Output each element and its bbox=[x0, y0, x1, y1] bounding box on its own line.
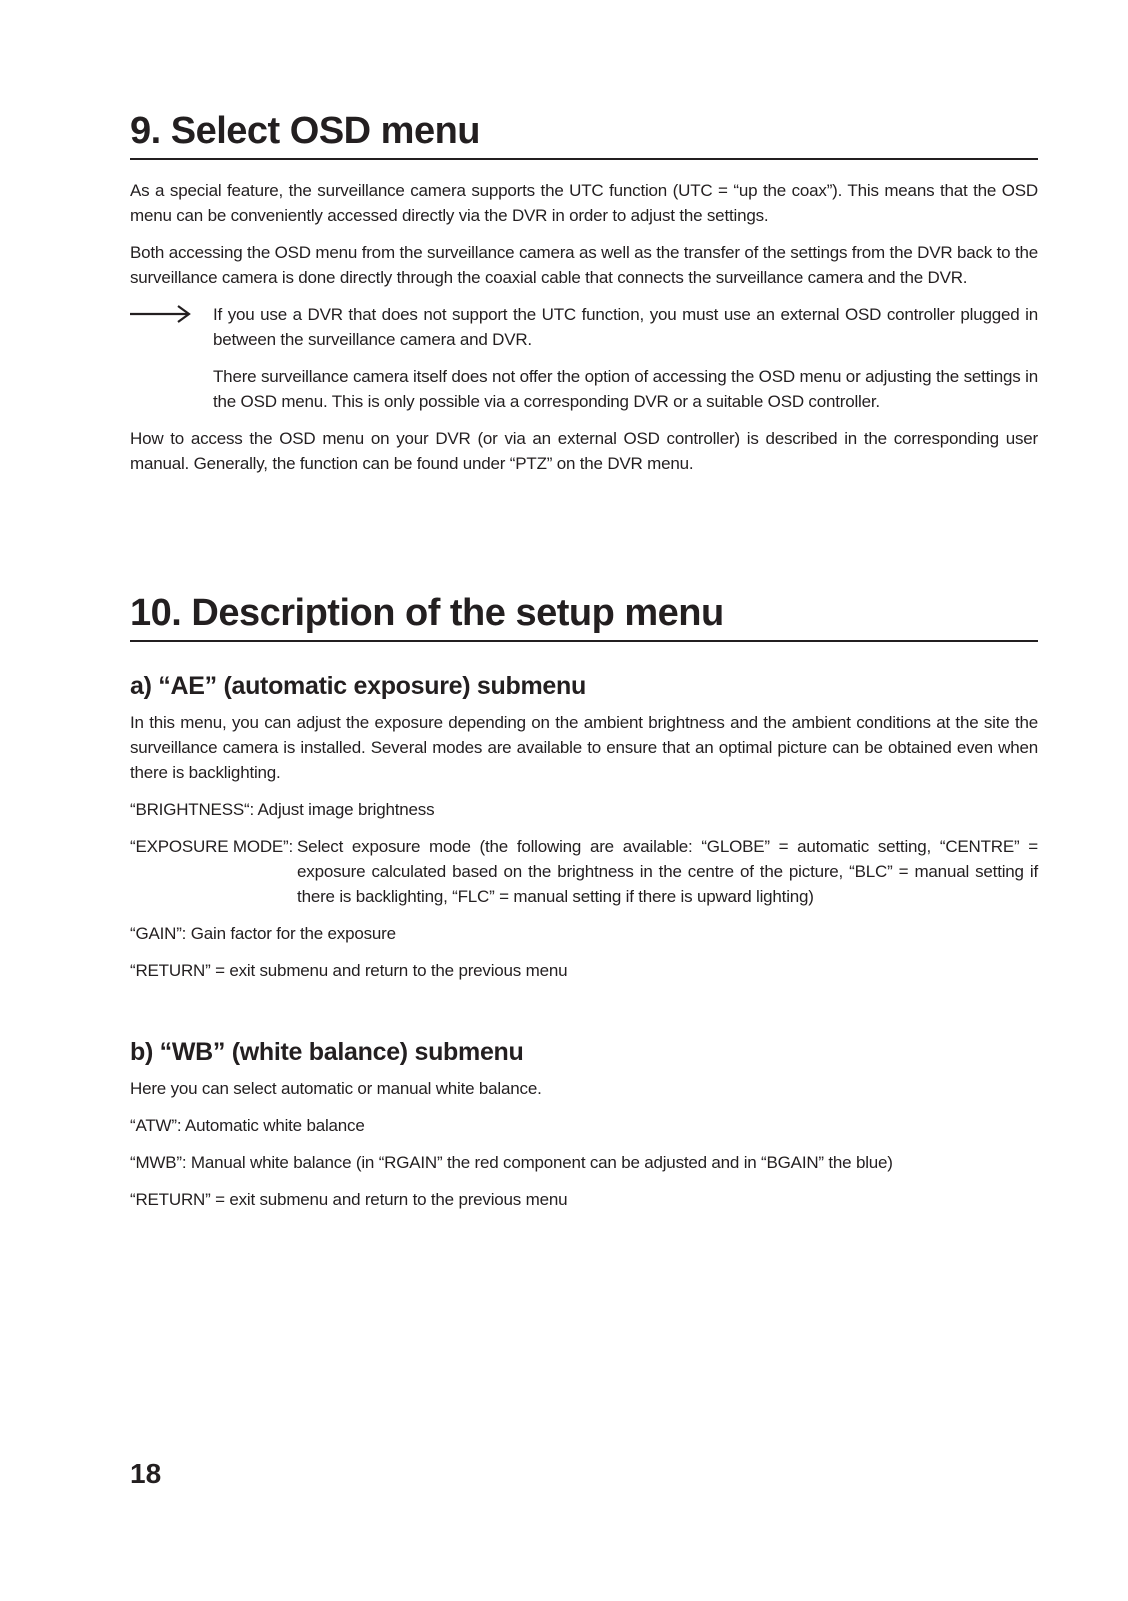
section-9-paragraph-1: As a special feature, the surveillance camera supports the UTC function (UTC = “up the coax”). This means that the OSD menu can be conveniently accessed directly via the DVR in order to adjust the settings. bbox=[130, 181, 1038, 225]
ae-exposure-term: “EXPOSURE MODE”: bbox=[130, 837, 294, 856]
section-9-body bbox=[130, 178, 1038, 488]
arrow-right-icon bbox=[130, 304, 192, 324]
ae-submenu-body bbox=[130, 710, 1038, 995]
section-9-paragraph-2: Both accessing the OSD menu from the surveillance camera as well as the transfer of the settings from the DVR back to the surveillance camera is done directly through the coaxial cable that connects the surveillance camera and the DVR. bbox=[130, 243, 1038, 287]
note-block bbox=[130, 302, 1038, 414]
note-paragraph-2: There surveillance camera itself does not offer the option of accessing the OSD menu or adjusting the settings in the OSD menu. This is only possible via a corresponding DVR or a suitable OSD controller. bbox=[213, 367, 1038, 411]
wb-mwb: “MWB”: Manual white balance (in “RGAIN” the red component can be adjusted and in “BGAIN” the blue) bbox=[130, 1153, 893, 1172]
wb-intro: Here you can select automatic or manual white balance. bbox=[130, 1079, 542, 1098]
wb-atw: “ATW”: Automatic white balance bbox=[130, 1116, 365, 1135]
section-9-heading: 9. Select OSD menu bbox=[130, 108, 1038, 160]
ae-exposure-desc: Select exposure mode (the following are available: “GLOBE” = automatic setting, “CENTRE” = exposure calculated based on the brightness in the centre of the picture, “BLC” = manual setting if there is backlighting, “FLC” = manual setting if there is upward lighting) bbox=[297, 837, 1038, 906]
ae-gain: “GAIN”: Gain factor for the exposure bbox=[130, 924, 396, 943]
note-paragraph-1: If you use a DVR that does not support the UTC function, you must use an external OSD controller plugged in between the surveillance camera and DVR. bbox=[213, 305, 1038, 349]
ae-return: “RETURN” = exit submenu and return to the previous menu bbox=[130, 961, 568, 980]
ae-exposure-mode bbox=[130, 834, 1038, 909]
wb-submenu-heading: b) “WB” (white balance) submenu bbox=[130, 1038, 524, 1066]
ae-brightness: “BRIGHTNESS“: Adjust image brightness bbox=[130, 800, 435, 819]
section-9-paragraph-3: How to access the OSD menu on your DVR (or via an external OSD controller) is described in the corresponding user manual. Generally, the function can be found under “PTZ” on the DVR menu. bbox=[130, 429, 1038, 473]
wb-return: “RETURN” = exit submenu and return to the previous menu bbox=[130, 1190, 568, 1209]
wb-submenu-body bbox=[130, 1076, 1038, 1224]
ae-intro: In this menu, you can adjust the exposure depending on the ambient brightness and the ambient conditions at the site the surveillance camera is installed. Several modes are available to ensure that an optimal picture can be obtained even when there is backlighting. bbox=[130, 713, 1038, 782]
ae-submenu-heading: a) “AE” (automatic exposure) submenu bbox=[130, 672, 586, 700]
section-10-heading: 10. Description of the setup menu bbox=[130, 590, 1038, 642]
page-number: 18 bbox=[130, 1458, 162, 1489]
